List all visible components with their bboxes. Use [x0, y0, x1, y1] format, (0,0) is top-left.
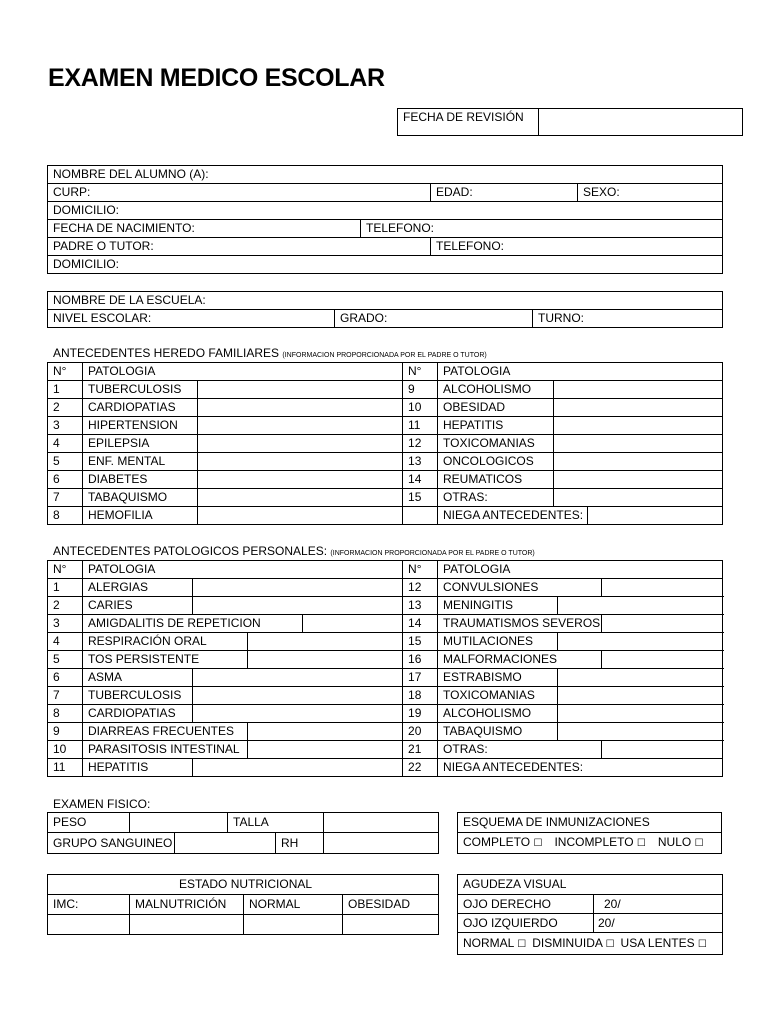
table-row	[48, 453, 723, 471]
school-grade-field[interactable]: GRADO:	[335, 310, 533, 328]
address-field[interactable]: DOMICILIO:	[48, 202, 723, 220]
pathology-answer-field[interactable]	[198, 381, 403, 399]
table-row	[48, 651, 723, 669]
pathology-label: PARASITOSIS INTESTINAL	[83, 741, 248, 759]
rh-label: RH	[276, 833, 324, 854]
left-eye-field[interactable]: 20/	[594, 914, 723, 933]
col-number-header: N°	[403, 561, 438, 579]
checkbox-icon[interactable]: ☐	[636, 838, 646, 849]
pathology-answer-field[interactable]	[558, 705, 723, 723]
pathology-answer-field[interactable]	[193, 597, 403, 615]
row-number: 13	[403, 453, 438, 471]
col-pathology-header: PATOLOGIA	[83, 363, 403, 381]
row-number: 5	[48, 651, 83, 669]
row-number: 12	[403, 435, 438, 453]
personal-heading	[53, 544, 535, 558]
immunization-incomplete-option[interactable]	[554, 835, 645, 849]
pathology-answer-field[interactable]	[554, 471, 723, 489]
table-row	[48, 399, 723, 417]
option-label: DISMINUIDA	[532, 935, 603, 950]
page-title: EXAMEN MEDICO ESCOLAR	[48, 64, 385, 92]
pathology-answer-field[interactable]	[602, 579, 723, 597]
pathology-answer-field[interactable]	[558, 723, 723, 741]
parent-field[interactable]: PADRE O TUTOR:	[48, 238, 431, 256]
row-number	[403, 507, 438, 525]
personal-note: (INFORMACION PROPORCIONADA POR EL PADRE O TUTOR)	[330, 550, 535, 557]
pathology-answer-field[interactable]	[554, 435, 723, 453]
pathology-answer-field[interactable]	[558, 669, 723, 687]
school-name-field[interactable]: NOMBRE DE LA ESCUELA:	[48, 292, 723, 310]
pathology-label: TUBERCULOSIS	[83, 381, 198, 399]
pathology-answer-field[interactable]	[602, 615, 723, 633]
option-label: NORMAL	[463, 935, 514, 950]
table-row	[48, 381, 723, 399]
row-number: 7	[48, 687, 83, 705]
phone-field[interactable]: TELEFONO:	[361, 220, 723, 238]
immunization-complete-option[interactable]	[463, 835, 542, 849]
table-row	[48, 723, 723, 741]
option-label: USA LENTES	[620, 935, 695, 950]
col-pathology-header: PATOLOGIA	[438, 363, 723, 381]
pathology-label: TUBERCULOSIS	[83, 687, 193, 705]
pathology-label: MENINGITIS	[438, 597, 558, 615]
row-number: 5	[48, 453, 83, 471]
pathology-label: ESTRABISMO	[438, 669, 558, 687]
table-row	[48, 507, 723, 525]
left-eye-label: OJO IZQUIERDO	[458, 914, 594, 933]
visual-options	[458, 933, 723, 955]
row-number: 10	[48, 741, 83, 759]
nutrition-table	[47, 874, 439, 935]
table-row	[48, 489, 723, 507]
pathology-label: ALCOHOLISMO	[438, 705, 558, 723]
hereditary-heading-text: ANTECEDENTES HEREDO FAMILIARES	[53, 346, 280, 360]
row-number: 21	[403, 741, 438, 759]
table-row	[48, 705, 723, 723]
checkbox-icon[interactable]: ☐	[694, 838, 704, 849]
personal-heading-text: ANTECEDENTES PATOLOGICOS PERSONALES:	[53, 544, 328, 558]
pathology-answer-field[interactable]	[554, 381, 723, 399]
pathology-answer-field[interactable]	[193, 687, 403, 705]
normal-field[interactable]	[244, 915, 343, 935]
pathology-answer-field[interactable]	[248, 633, 403, 651]
visual-glasses-option[interactable]	[621, 936, 707, 950]
row-number: 1	[48, 381, 83, 399]
row-number: 15	[403, 633, 438, 651]
table-row	[48, 579, 723, 597]
height-field[interactable]	[324, 813, 439, 833]
table-row	[48, 417, 723, 435]
pathology-answer-field[interactable]	[198, 453, 403, 471]
hereditary-note: (INFORMACION PROPORCIONADA POR EL PADRE O TUTOR)	[282, 352, 487, 359]
visual-acuity-table	[457, 874, 723, 955]
row-number: 6	[48, 669, 83, 687]
pathology-answer-field[interactable]	[554, 453, 723, 471]
pathology-label: HEMOFILIA	[83, 507, 198, 525]
obesity-label: OBESIDAD	[343, 895, 439, 915]
pathology-label: AMIGDALITIS DE REPETICION	[83, 615, 303, 633]
pathology-answer-field[interactable]	[198, 399, 403, 417]
col-number-header: N°	[48, 363, 83, 381]
pathology-answer-field[interactable]	[554, 489, 723, 507]
table-row	[48, 435, 723, 453]
table-row	[48, 633, 723, 651]
option-label: NULO	[657, 835, 692, 849]
parent-phone-field[interactable]: TELEFONO:	[431, 238, 723, 256]
row-number: 12	[403, 579, 438, 597]
pathology-answer-field[interactable]	[248, 741, 403, 759]
pathology-label: EPILEPSIA	[83, 435, 198, 453]
pathology-label: NIEGA ANTECEDENTES:	[438, 507, 588, 525]
visual-heading: AGUDEZA VISUAL	[458, 875, 723, 895]
checkbox-icon[interactable]: ☐	[517, 938, 527, 950]
pathology-label: DIABETES	[83, 471, 198, 489]
pathology-answer-field[interactable]	[198, 417, 403, 435]
row-number: 2	[48, 399, 83, 417]
pathology-label: TABAQUISMO	[83, 489, 198, 507]
row-number: 4	[48, 633, 83, 651]
row-number: 3	[48, 615, 83, 633]
weight-field[interactable]	[130, 813, 228, 833]
row-number: 16	[403, 651, 438, 669]
review-date-table	[397, 108, 743, 136]
pathology-label: OBESIDAD	[438, 399, 554, 417]
malnutrition-label: MALNUTRICIÓN	[130, 895, 244, 915]
option-label: COMPLETO	[463, 835, 531, 849]
pathology-answer-field[interactable]	[193, 669, 403, 687]
imc-field[interactable]	[48, 915, 130, 935]
row-number: 8	[48, 705, 83, 723]
col-pathology-header: PATOLOGIA	[83, 561, 403, 579]
table-row	[48, 687, 723, 705]
pathology-label: ONCOLOGICOS	[438, 453, 554, 471]
review-date-field[interactable]	[539, 109, 743, 136]
col-pathology-header: PATOLOGIA	[438, 561, 723, 579]
row-number: 17	[403, 669, 438, 687]
checkbox-icon[interactable]: ☐	[697, 938, 707, 950]
blood-group-field[interactable]	[175, 833, 276, 854]
pathology-answer-field[interactable]	[558, 687, 723, 705]
pathology-answer-field[interactable]	[248, 723, 403, 741]
pathology-answer-field[interactable]	[554, 399, 723, 417]
pathology-answer-field[interactable]	[193, 705, 403, 723]
height-label: TALLA	[228, 813, 324, 833]
school-table	[47, 291, 723, 328]
pathology-label: ENF. MENTAL	[83, 453, 198, 471]
hereditary-heading	[53, 346, 487, 360]
row-number: 1	[48, 579, 83, 597]
pathology-answer-field[interactable]	[198, 471, 403, 489]
row-number: 11	[48, 759, 83, 777]
malnutrition-field[interactable]	[130, 915, 244, 935]
immunization-table	[457, 812, 722, 854]
row-number: 9	[48, 723, 83, 741]
pathology-answer-field[interactable]	[303, 615, 403, 633]
pathology-label: TOXICOMANIAS	[438, 435, 554, 453]
pathology-answer-field[interactable]	[193, 579, 403, 597]
immunization-heading: ESQUEMA DE INMUNIZACIONES	[458, 813, 722, 833]
immunization-options	[458, 833, 722, 854]
option-label: INCOMPLETO	[554, 835, 634, 849]
obesity-field[interactable]	[343, 915, 439, 935]
table-row	[48, 669, 723, 687]
pathology-label: TOXICOMANIAS	[438, 687, 558, 705]
pathology-answer-field[interactable]	[558, 633, 723, 651]
row-number: 15	[403, 489, 438, 507]
row-number: 18	[403, 687, 438, 705]
physical-heading: EXAMEN FISICO:	[53, 797, 151, 811]
table-row	[48, 471, 723, 489]
pathology-answer-field[interactable]	[602, 651, 723, 669]
pathology-label: CARDIOPATIAS	[83, 399, 198, 417]
pathology-label: CONVULSIONES	[438, 579, 602, 597]
pathology-answer-field[interactable]	[198, 435, 403, 453]
age-field[interactable]: EDAD:	[431, 184, 578, 202]
col-number-header: N°	[403, 363, 438, 381]
pathology-label: HIPERTENSION	[83, 417, 198, 435]
table-row	[48, 741, 723, 759]
pathology-label: ALERGIAS	[83, 579, 193, 597]
pathology-label: HEPATITIS	[83, 759, 193, 777]
row-number: 6	[48, 471, 83, 489]
pathology-answer-field[interactable]	[248, 651, 403, 669]
right-eye-field[interactable]: 20/	[594, 895, 723, 914]
row-number: 14	[403, 471, 438, 489]
pathology-answer-field[interactable]	[602, 741, 723, 759]
hereditary-table	[47, 362, 723, 525]
birth-date-field[interactable]: FECHA DE NACIMIENTO:	[48, 220, 361, 238]
row-number: 13	[403, 597, 438, 615]
table-row	[48, 597, 723, 615]
pathology-label: DIARREAS FRECUENTES	[83, 723, 248, 741]
pathology-answer-field[interactable]	[198, 489, 403, 507]
sex-field[interactable]: SEXO:	[578, 184, 723, 202]
school-shift-field[interactable]: TURNO:	[533, 310, 723, 328]
row-number: 8	[48, 507, 83, 525]
row-number: 11	[403, 417, 438, 435]
blood-group-label: GRUPO SANGUINEO	[48, 833, 175, 854]
checkbox-icon[interactable]: ☐	[533, 838, 543, 849]
pathology-label: ASMA	[83, 669, 193, 687]
right-eye-label: OJO DERECHO	[458, 895, 594, 914]
nutrition-heading: ESTADO NUTRICIONAL	[48, 875, 439, 895]
imc-label: IMC:	[48, 895, 130, 915]
review-date-label: FECHA DE REVISIÓN	[398, 109, 539, 136]
personal-table	[47, 560, 723, 777]
pathology-answer-field[interactable]	[588, 507, 723, 525]
student-table	[47, 165, 723, 274]
weight-label: PESO	[48, 813, 130, 833]
pathology-label: OTRAS:	[438, 489, 554, 507]
pathology-answer-field[interactable]	[558, 597, 723, 615]
student-name-field[interactable]: NOMBRE DEL ALUMNO (A):	[48, 166, 723, 184]
pathology-answer-field[interactable]	[193, 759, 403, 777]
row-number: 7	[48, 489, 83, 507]
rh-field[interactable]	[324, 833, 439, 854]
pathology-label: REUMATICOS	[438, 471, 554, 489]
pathology-label: HEPATITIS	[438, 417, 554, 435]
normal-label: NORMAL	[244, 895, 343, 915]
parent-address-field[interactable]: DOMICILIO:	[48, 256, 723, 274]
pathology-label: MALFORMACIONES	[438, 651, 602, 669]
immunization-none-option[interactable]	[658, 835, 704, 849]
row-number: 2	[48, 597, 83, 615]
row-number: 20	[403, 723, 438, 741]
col-number-header: N°	[48, 561, 83, 579]
pathology-label: ALCOHOLISMO	[438, 381, 554, 399]
pathology-label: TRAUMATISMOS SEVEROS	[438, 615, 602, 633]
row-number: 14	[403, 615, 438, 633]
table-row	[48, 615, 723, 633]
pathology-label: CARDIOPATIAS	[83, 705, 193, 723]
row-number: 10	[403, 399, 438, 417]
pathology-label: TOS PERSISTENTE	[83, 651, 248, 669]
pathology-label: OTRAS:	[438, 741, 602, 759]
table-row	[48, 759, 723, 777]
row-number: 3	[48, 417, 83, 435]
visual-diminished-option[interactable]	[532, 936, 614, 950]
row-number: 4	[48, 435, 83, 453]
checkbox-icon[interactable]: ☐	[605, 938, 615, 950]
visual-normal-option[interactable]	[463, 936, 526, 950]
pathology-label: RESPIRACIÓN ORAL	[83, 633, 248, 651]
row-number: 19	[403, 705, 438, 723]
pathology-label: NIEGA ANTECEDENTES:	[438, 759, 723, 777]
school-level-field[interactable]: NIVEL ESCOLAR:	[48, 310, 335, 328]
row-number: 9	[403, 381, 438, 399]
row-number: 22	[403, 759, 438, 777]
pathology-label: TABAQUISMO	[438, 723, 558, 741]
physical-table	[47, 812, 439, 854]
pathology-answer-field[interactable]	[554, 417, 723, 435]
curp-field[interactable]: CURP:	[48, 184, 431, 202]
pathology-answer-field[interactable]	[198, 507, 403, 525]
pathology-label: CARIES	[83, 597, 193, 615]
pathology-label: MUTILACIONES	[438, 633, 558, 651]
